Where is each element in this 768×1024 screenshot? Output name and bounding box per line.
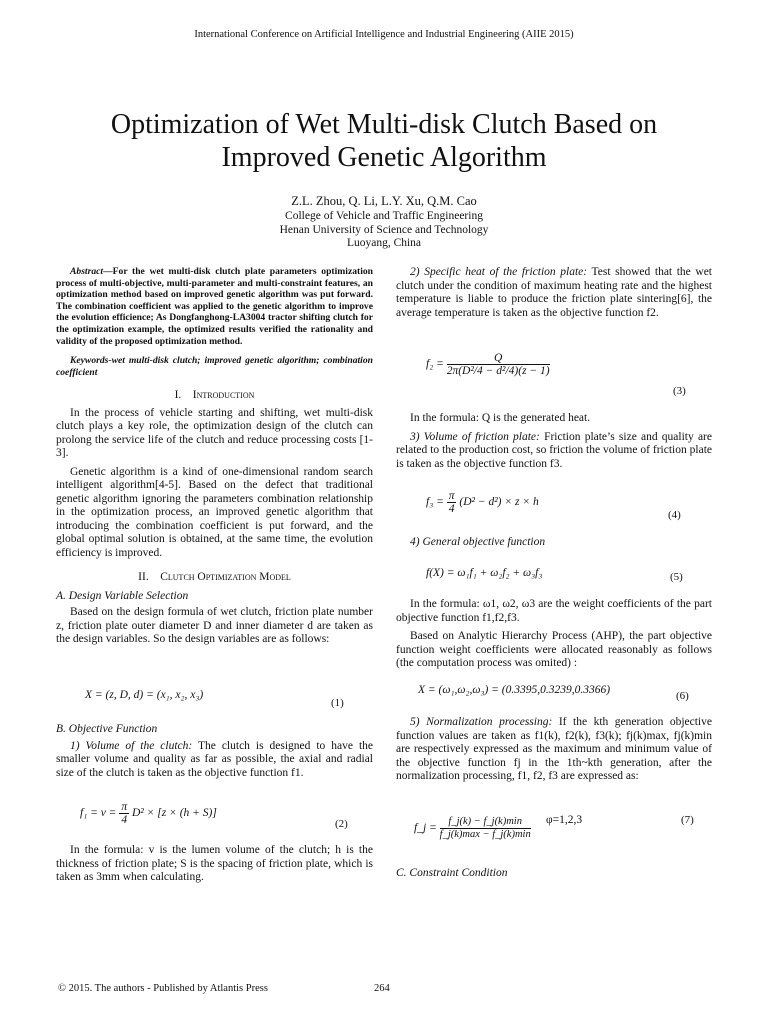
equation-7-condition: φ=1,2,3	[546, 814, 583, 826]
equation-6: X = (ω₁,ω₂,ω₃) = (0.3395,0.3239,0.3366)	[418, 684, 611, 696]
page-number: 264	[374, 983, 390, 994]
affiliation-line-1: College of Vehicle and Traffic Engineering	[285, 210, 483, 222]
equation-4	[426, 490, 539, 515]
abstract-text: For the wet multi-disk clutch plate parameters optimization process of multi-objective, multi-parameter and multi-constraint features, an optimization method based on improved genetic algorithm was put forward. The combination coefficient was applied to the genetic algorithm to improve the evolution efficience; As Dongfanghong-LA3004 tractor shifting clutch for the optimization example, the optimized results verified the rationality and validity of the proposed optimization method.	[56, 266, 373, 347]
subsection-c-heading: C. Constraint Condition	[396, 867, 508, 879]
section-title: Introduction	[192, 389, 255, 402]
section-number: I.	[174, 389, 182, 402]
subsection-a-heading: A. Design Variable Selection	[56, 589, 189, 602]
equation-2	[80, 801, 217, 826]
equation-3-number: (3)	[673, 385, 686, 397]
left-column-end	[56, 844, 373, 885]
equation-2-number: (2)	[335, 818, 348, 830]
abstract-dash: —	[103, 266, 113, 277]
general-objective-heading	[396, 536, 712, 550]
section-heading-model	[56, 571, 373, 585]
formula-definitions: In the formula: v is the lumen volume of the clutch; h is the thickness of friction plate; S is the spacing of friction plate, which is taken as 3mm when calculating.	[56, 844, 373, 883]
equation-7-number: (7)	[681, 814, 694, 826]
affiliation	[0, 210, 768, 251]
subsection-c-block	[396, 867, 712, 881]
right-column-mid	[396, 412, 712, 471]
fraction	[119, 801, 129, 826]
equation-5-number: (5)	[670, 571, 683, 583]
section-heading-introduction	[56, 389, 373, 403]
right-column-weights	[396, 598, 712, 671]
ahp-paragraph: Based on Analytic Hierarchy Process (AHP), the part objective function weight coefficients were allocated reasonably as follows (the computation process was omited) :	[396, 630, 712, 669]
generated-heat-text: In the formula: Q is the generated heat.	[410, 412, 591, 424]
numerator: π	[448, 490, 455, 502]
equation-6-number: (6)	[676, 690, 689, 702]
weight-coefficients-text: In the formula: ω1, ω2, ω3 are the weight coefficients of the part objective function f1,f2,f3.	[396, 598, 712, 624]
paper-title	[40, 108, 728, 174]
right-column	[396, 266, 712, 320]
keywords: Keywords-wet multi-disk clutch; improved genetic algorithm; combination coefficient	[56, 355, 373, 378]
volume-friction-paragraph	[396, 431, 712, 472]
equation-lhs: f₃ =	[426, 496, 444, 509]
equation-lhs: f₁ = v =	[80, 807, 117, 820]
equation-lhs: f₂ =	[426, 358, 444, 371]
specific-heat-paragraph	[396, 266, 712, 320]
subsubsection-text: Test showed that the wet clutch under the condition of maximum heating rate and the highest temperature is liable to produce the friction plate sintering[6], the average temperature is taken as the objective function f2.	[396, 266, 712, 319]
denominator: f_j(k)max − f_j(k)min	[439, 829, 531, 840]
subsubsection-text: The clutch is designed to have the smaller volume and quality as far as possible, the axial and radial size of the clutch is taken as the objective function f1.	[56, 739, 373, 779]
equation-lhs: f_j =	[414, 822, 437, 835]
fraction	[447, 352, 550, 377]
left-column-lower	[56, 723, 373, 780]
left-column	[56, 266, 373, 647]
design-variable-paragraph: Based on the design formula of wet clutch, friction plate number z, friction plate outer diameter D and inner diameter d are taken as the design variables. So the design variables are as follows:	[56, 606, 373, 646]
fraction	[440, 816, 531, 841]
equation-7	[414, 816, 531, 841]
title-line-2: Improved Genetic Algorithm	[221, 142, 547, 173]
abstract	[56, 266, 373, 347]
fraction	[447, 490, 457, 515]
numerator: f_j(k) − f_j(k)min	[440, 816, 531, 829]
affiliation-line-3: Luoyang, China	[346, 237, 422, 249]
numerator: Q	[447, 352, 550, 365]
intro-paragraph-2: Genetic algorithm is a kind of one-dimensional random search intelligent algorithm[4-5]. Based on the defect that traditional genetic algorithm ignoring the parameters combination relationship in the optimization process, an improved genetic algorithm that introducing the combination coefficient is put forward, and the global optimal solution is obtained, at the same time, the evolution efficiency is improved.	[56, 465, 373, 559]
abstract-label: Abstract	[70, 266, 104, 277]
denominator: 2π(D²/4 − d²/4)(z − 1)	[446, 365, 550, 377]
authors: Z.L. Zhou, Q. Li, L.Y. Xu, Q.M. Cao	[291, 194, 477, 208]
subsubsection-text: If the kth generation objective function values are taken as f1(k), f2(k), f3(k); fj(k)max, fj(k)min are respectively expressed as the maximum and minimum value of the objective function fj in the 1th~kth generation, after the normalization processing, f1, f2, f3 are expressed as:	[396, 716, 712, 782]
title-line-1: Optimization of Wet Multi-disk Clutch Based on	[110, 109, 658, 140]
subsubsection-text: Friction plate’s size and quality are related to the production cost, so friction the volume of friction plate is taken as the objective function f3.	[396, 430, 712, 470]
equation-rhs: D² × [z × (h + S)]	[131, 807, 217, 820]
equation-3	[426, 352, 550, 377]
equation-1-number: (1)	[331, 697, 344, 709]
section-title: Clutch Optimization Model	[160, 571, 291, 584]
footer-copyright: © 2015. The authors - Published by Atlantis Press	[58, 983, 268, 994]
normalization-paragraph	[396, 716, 712, 784]
denominator: 4	[448, 503, 455, 515]
normalization-paragraph-block	[396, 716, 712, 784]
volume-clutch-paragraph	[56, 740, 373, 781]
intro-paragraph-1: In the process of vehicle starting and shifting, wet multi-disk clutch plays a key role, the optimization design of the clutch can prolong the service life of the clutch and reduce processing costs [1-3].	[56, 406, 373, 460]
equation-5: f(X) = ω₁f₁ + ω₂f₂ + ω₃f₃	[426, 567, 543, 579]
subsection-b-heading: B. Objective Function	[56, 723, 158, 735]
equation-rhs: (D² − d²) × z × h	[459, 496, 539, 509]
affiliation-line-2: Henan University of Science and Technology	[279, 223, 489, 236]
subsubsection-title: 1) Volume of the clutch:	[70, 739, 193, 752]
subsubsection-title: 3) Volume of friction plate:	[410, 430, 540, 443]
subsubsection-title: 5) Normalization processing:	[410, 716, 553, 728]
subsubsection-title: 2) Specific heat of the friction plate:	[410, 266, 588, 278]
section-number: II.	[138, 571, 149, 584]
denominator: 4	[121, 814, 128, 826]
equation-1: X = (z, D, d) = (x₁, x₂, x₃)	[85, 689, 204, 701]
numerator: π	[121, 801, 128, 813]
subsubsection-title: 4) General objective function	[410, 536, 546, 548]
running-head: International Conference on Artificial Intelligence and Industrial Engineering (AIIE 2015)	[194, 29, 574, 40]
equation-4-number: (4)	[668, 509, 681, 521]
